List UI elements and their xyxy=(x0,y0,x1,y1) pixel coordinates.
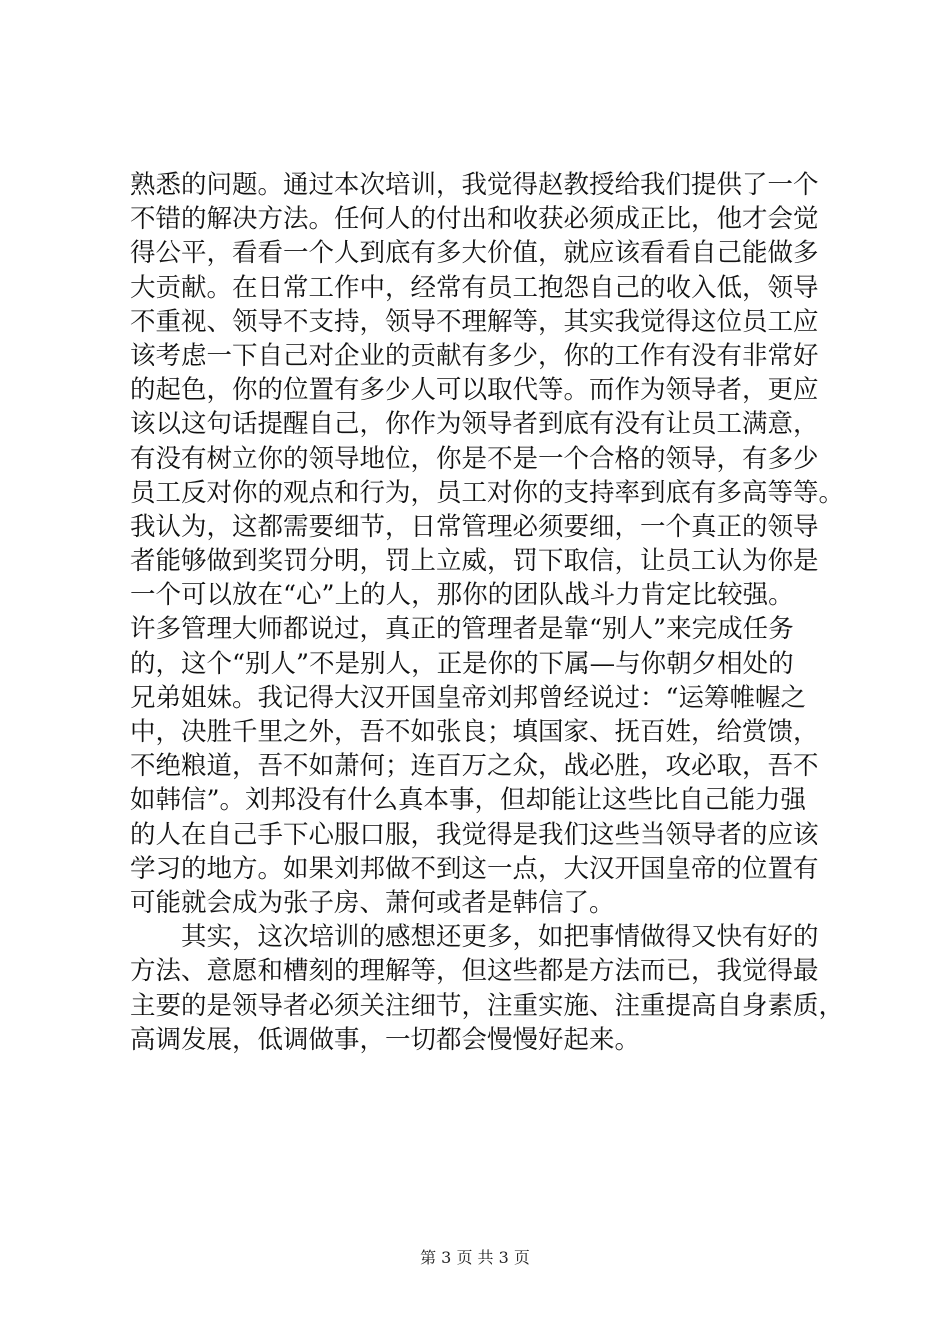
text-line: 学习的地方。如果刘邦做不到这一点，大汉开国皇帝的位置有 xyxy=(130,853,819,884)
text-line: 该考虑一下自己对企业的贡献有多少，你的工作有没有非常好 xyxy=(130,340,819,371)
text-line: 熟悉的问题。通过本次培训，我觉得赵教授给我们提供了一个 xyxy=(130,170,819,200)
text-line: 不重视、领导不支持，领导不理解等，其实我觉得这位员工应 xyxy=(130,306,819,337)
text-line: 的人在自己手下心服口服，我觉得是我们这些当领导者的应该 xyxy=(130,819,819,850)
text-line: 不绝粮道，吾不如萧何；连百万之众，战必胜，攻必取，吾不 xyxy=(130,751,819,782)
text-line: 得公平，看看一个人到底有多大价值，就应该看看自己能做多 xyxy=(130,238,819,269)
text-line: 者能够做到奖罚分明，罚上立威，罚下取信，让员工认为你是 xyxy=(130,546,819,577)
text-line: 中，决胜千里之外，吾不如张良；填国家、抚百姓，给赏馈， xyxy=(130,717,819,747)
text-line: 一个可以放在“心”上的人，那你的团队战斗力肯定比较强。 xyxy=(130,580,794,611)
text-line: 高调发展，低调做事，一切都会慢慢好起来。 xyxy=(130,1024,641,1055)
text-line: 主要的是领导者必须关注细节，注重实施、注重提高自身素质， xyxy=(130,990,845,1021)
text-line: 的起色，你的位置有多少人可以取代等。而作为领导者，更应 xyxy=(130,375,819,406)
text-line: 兄弟姐妹。我记得大汉开国皇帝刘邦曾经说过：“运筹帷幄之 xyxy=(130,682,807,713)
paragraph-first-line: 其实，这次培训的感想还更多，如把事情做得又快有好的 xyxy=(181,922,819,953)
text-line: 有没有树立你的领导地位，你是不是一个合格的领导，有多少 xyxy=(130,443,819,474)
text-line: 不错的解决方法。任何人的付出和收获必须成正比，他才会觉 xyxy=(130,204,819,235)
text-line: 可能就会成为张子房、萧何或者是韩信了。 xyxy=(130,887,615,918)
text-line: 的，这个“别人”不是别人，正是你的下属—与你朝夕相处的 xyxy=(130,648,794,679)
text-line: 我认为，这都需要细节，日常管理必须要细，一个真正的领导 xyxy=(130,511,819,542)
text-line: 许多管理大师都说过，真正的管理者是靠“别人”来完成任务 xyxy=(130,614,794,645)
text-line: 员工反对你的观点和行为，员工对你的支持率到底有多高等等。 xyxy=(130,477,845,508)
text-line: 方法、意愿和槽刻的理解等，但这些都是方法而已，我觉得最 xyxy=(130,956,819,987)
document-body xyxy=(130,168,850,1057)
text-line: 大贡献。在日常工作中，经常有员工抱怨自己的收入低，领导 xyxy=(130,272,819,303)
text-line: 如韩信”。刘邦没有什么真本事，但却能让这些比自己能力强 xyxy=(130,785,807,816)
page-number-footer: 第 3 页 共 3 页 xyxy=(420,1248,530,1267)
text-line: 该以这句话提醒自己，你作为领导者到底有没有让员工满意， xyxy=(130,409,819,440)
